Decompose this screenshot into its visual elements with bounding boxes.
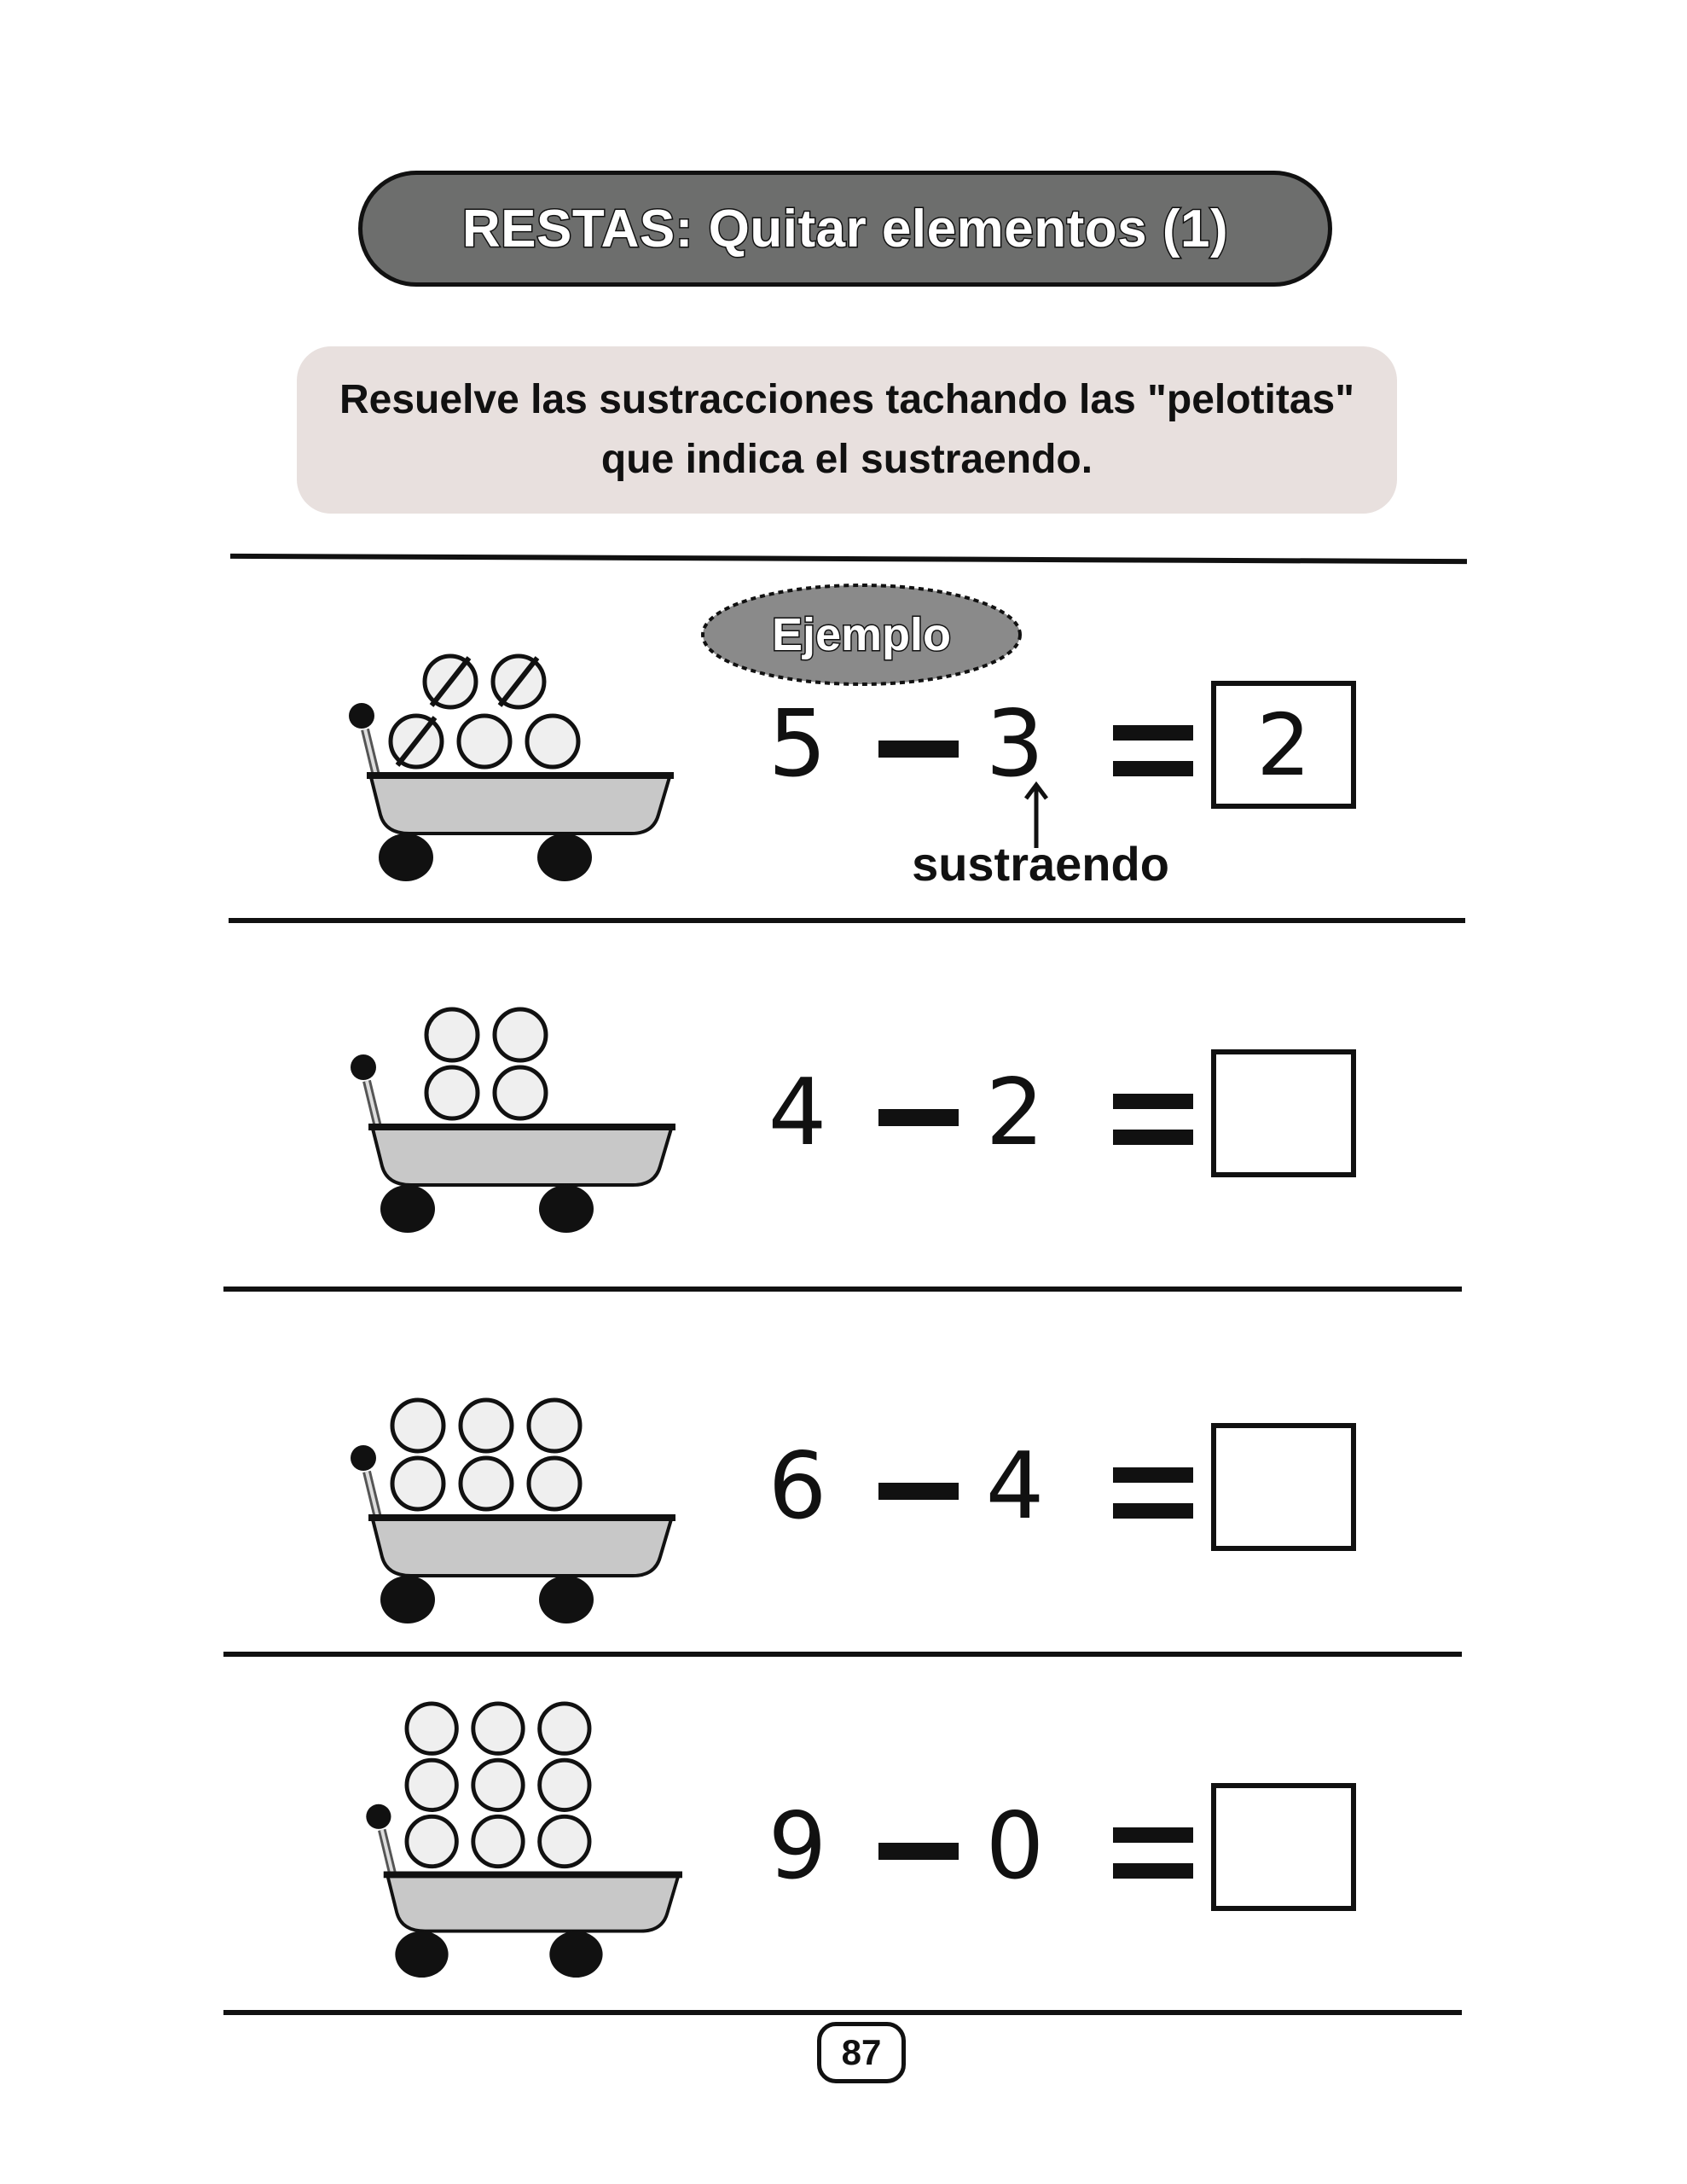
separator-top xyxy=(230,554,1467,564)
ball xyxy=(392,1400,443,1451)
equation-2 xyxy=(751,1043,1467,1188)
cart-wheel xyxy=(537,834,592,881)
answer-box[interactable]: 2 xyxy=(1211,681,1356,809)
minuend: 4 xyxy=(768,1060,827,1166)
minus-sign xyxy=(878,1483,959,1500)
cart-body xyxy=(373,1129,671,1185)
example-badge xyxy=(699,582,1023,688)
ball xyxy=(540,1704,589,1753)
equation-1 xyxy=(751,674,1467,819)
equals-sign xyxy=(1113,1467,1193,1519)
cart-rim xyxy=(367,772,674,779)
separator-2 xyxy=(223,1287,1462,1292)
subtrahend: 2 xyxy=(985,1060,1045,1166)
subtrahend: 4 xyxy=(985,1433,1045,1540)
page-title: RESTAS: Quitar elementos (1) xyxy=(461,199,1229,258)
minuend: 9 xyxy=(768,1793,827,1900)
page-number: 87 xyxy=(817,2022,906,2083)
ball xyxy=(473,1704,523,1753)
ball xyxy=(426,1009,478,1060)
cart-wheel xyxy=(539,1576,594,1623)
ball xyxy=(495,1067,546,1118)
cart-wheel xyxy=(549,1931,602,1978)
separator-1 xyxy=(229,918,1465,923)
ball xyxy=(407,1760,456,1809)
ball xyxy=(495,1009,546,1060)
ball xyxy=(461,1400,512,1451)
cart-wheel xyxy=(380,1185,435,1233)
ball xyxy=(407,1704,456,1753)
minuend: 5 xyxy=(768,691,827,798)
subtrahend: 3 xyxy=(985,691,1045,798)
cart-body xyxy=(371,777,670,834)
cart-3 xyxy=(334,1331,701,1638)
ball xyxy=(529,1458,580,1509)
minus-sign xyxy=(878,1109,959,1126)
cart-handle-knob xyxy=(349,703,374,729)
instructions-line-1: Resuelve las sustracciones tachando las "pelotitas" xyxy=(339,377,1354,422)
minuend: 6 xyxy=(768,1433,827,1540)
instructions-line-2: que indica el sustraendo. xyxy=(600,437,1093,482)
example-badge-label: Ejemplo xyxy=(771,609,952,660)
cart-wheel xyxy=(380,1576,435,1623)
cart-rim xyxy=(384,1872,682,1879)
equation-4 xyxy=(751,1776,1467,1921)
cart-1 xyxy=(333,589,699,896)
ball xyxy=(540,1760,589,1809)
subtrahend-label: sustraendo xyxy=(912,837,1169,891)
cart-handle-knob xyxy=(351,1445,376,1471)
cart-4 xyxy=(345,1672,712,1979)
cart-wheel xyxy=(539,1185,594,1233)
ball xyxy=(529,1400,580,1451)
cart-body xyxy=(388,1876,679,1931)
cart-2 xyxy=(334,964,701,1271)
separator-3 xyxy=(223,1652,1462,1657)
minus-sign xyxy=(878,1843,959,1860)
cart-handle-knob xyxy=(351,1054,376,1080)
cart-wheel xyxy=(395,1931,448,1978)
cart-wheel xyxy=(379,834,433,881)
equation-3 xyxy=(751,1416,1467,1561)
ball xyxy=(473,1760,523,1809)
instructions-box xyxy=(297,346,1397,514)
answer-box[interactable] xyxy=(1211,1049,1356,1177)
equals-sign xyxy=(1113,1827,1193,1879)
ball xyxy=(459,716,510,767)
separator-bottom xyxy=(223,2010,1462,2015)
ball xyxy=(540,1816,589,1866)
cart-body xyxy=(373,1519,671,1576)
ball xyxy=(426,1067,478,1118)
ball xyxy=(407,1816,456,1866)
ball xyxy=(473,1816,523,1866)
cart-rim xyxy=(368,1124,675,1130)
cart-handle-knob xyxy=(366,1804,391,1829)
equals-sign xyxy=(1113,1094,1193,1145)
minus-sign xyxy=(878,741,959,758)
answer-box[interactable] xyxy=(1211,1423,1356,1551)
ball xyxy=(461,1458,512,1509)
ball xyxy=(527,716,578,767)
subtrahend: 0 xyxy=(985,1793,1045,1900)
answer-box[interactable] xyxy=(1211,1783,1356,1911)
ball xyxy=(392,1458,443,1509)
cart-rim xyxy=(368,1514,675,1521)
equals-sign xyxy=(1113,725,1193,776)
